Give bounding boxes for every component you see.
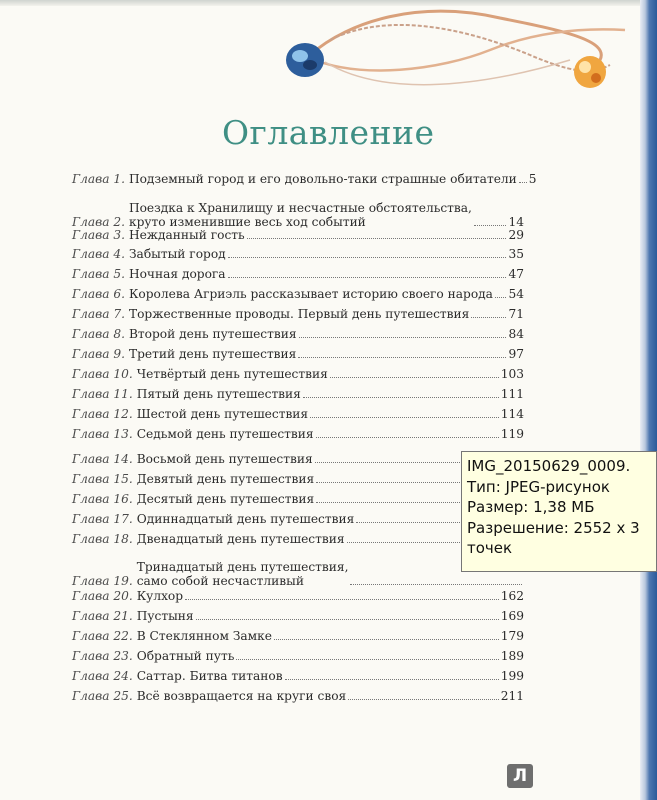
chapter-number: Глава 6.: [72, 287, 125, 301]
leader-dots: [303, 397, 499, 398]
page-number: 84: [508, 327, 524, 341]
leader-dots: [228, 277, 507, 278]
chapter-number: Глава 21.: [72, 609, 133, 623]
chapter-title-continued: круто изменившие весь ход событий: [128, 215, 366, 229]
chapter-title: Подземный город и его довольно-таки страшные обитатели: [128, 172, 517, 186]
leader-dots: [196, 619, 499, 620]
page-number: 5: [528, 172, 537, 186]
chapter-title-continued: само собой несчастливый: [136, 574, 304, 588]
page-number: 47: [508, 267, 524, 281]
chapter-title: Ночная дорога: [128, 267, 226, 281]
chapter-title: Двенадцатый день путешествия: [136, 532, 345, 546]
leader-dots: [236, 659, 498, 660]
chapter-title: Седьмой день путешествия: [136, 427, 314, 441]
chapter-number: Глава 7.: [72, 307, 125, 321]
toc-entry: [72, 172, 537, 190]
leader-dots: [247, 238, 507, 239]
chapter-number: Глава 19.: [72, 574, 133, 588]
leader-dots: [495, 297, 507, 298]
toc-entry: [72, 472, 524, 490]
tooltip-resolution-unit: точек: [467, 539, 513, 557]
chapter-number: Глава 14.: [72, 452, 133, 466]
chapter-number: Глава 9.: [72, 347, 125, 361]
chapter-title: Четвёртый день путешествия: [136, 367, 328, 381]
tooltip-size: Размер: 1,38 МБ: [467, 498, 595, 516]
chapter-number: Глава 12.: [72, 407, 133, 421]
chapter-title: Восьмой день путешествия: [136, 452, 313, 466]
page-number: 211: [500, 689, 524, 703]
page-number: 179: [500, 629, 524, 643]
page-number: 54: [508, 287, 524, 301]
chapter-number: Глава 5.: [72, 267, 125, 281]
leader-dots: [348, 699, 498, 700]
chapter-title: Торжественные проводы. Первый день путешествия: [128, 307, 470, 321]
chapter-number: Глава 2.: [72, 215, 125, 229]
toc-entry: [72, 452, 524, 470]
chapter-number: Глава 10.: [72, 367, 133, 381]
toc-entry: [72, 552, 524, 588]
chapter-title: Одиннадцатый день путешествия: [136, 512, 355, 526]
toc-entry: [72, 193, 524, 229]
toc-entry: [72, 407, 524, 425]
chapter-number: Глава 1.: [72, 172, 125, 186]
leader-dots: [299, 337, 507, 338]
leader-dots: [350, 584, 522, 585]
chapter-title: Всё возвращается на круги своя: [136, 689, 347, 703]
book-cover-edge: [640, 0, 657, 800]
leader-dots: [298, 357, 506, 358]
toc-entry: [72, 689, 524, 707]
pendant-necklace-illustration: [270, 0, 640, 115]
toc-entry: [72, 367, 524, 385]
leader-dots: [285, 679, 499, 680]
toc-entry: [72, 649, 524, 667]
page-number: 29: [508, 228, 524, 242]
chapter-title: Шестой день путешествия: [136, 407, 309, 421]
chapter-number: Глава 15.: [72, 472, 133, 486]
chapter-title: Королева Агриэль рассказывает историю своего народа: [128, 287, 493, 301]
chapter-number: Глава 3.: [72, 228, 125, 242]
page-number: 169: [500, 609, 524, 623]
chapter-number: Глава 13.: [72, 427, 133, 441]
leader-dots: [330, 377, 499, 378]
chapter-title: Девятый день путешествия: [136, 472, 315, 486]
chapter-number: Глава 4.: [72, 247, 125, 261]
page-number: 71: [508, 307, 524, 321]
page-number: 97: [508, 347, 524, 361]
tooltip-filename: IMG_20150629_0009.: [467, 457, 631, 475]
chapter-number: Глава 20.: [72, 589, 133, 603]
toc-entry: [72, 228, 524, 246]
toc-entry: [72, 532, 524, 550]
site-logo-badge[interactable]: Л: [507, 764, 533, 788]
chapter-number: Глава 23.: [72, 649, 133, 663]
chapter-number: Глава 17.: [72, 512, 133, 526]
toc-entry: [72, 427, 524, 445]
page-number: 189: [500, 649, 524, 663]
leader-dots: [185, 599, 499, 600]
toc-entry: [72, 307, 524, 325]
chapter-title: Пятый день путешествия: [136, 387, 301, 401]
chapter-number: Глава 25.: [72, 689, 133, 703]
toc-entry: [72, 492, 524, 510]
toc-entry: [72, 589, 524, 607]
toc-entry: [72, 629, 524, 647]
tooltip-type: Тип: JPEG-рисунок: [467, 477, 610, 496]
chapter-title: Второй день путешествия: [128, 327, 297, 341]
leader-dots: [471, 317, 506, 318]
chapter-title: Забытый город: [128, 247, 226, 261]
toc-entry: [72, 512, 524, 530]
toc-entry: [72, 267, 524, 285]
chapter-title: Саттар. Битва титанов: [136, 669, 283, 683]
chapter-title: Пустыня: [136, 609, 194, 623]
page-number: 103: [500, 367, 524, 381]
page-number: 35: [508, 247, 524, 261]
chapter-number: Глава 16.: [72, 492, 133, 506]
chapter-title: Обратный путь: [136, 649, 235, 663]
chapter-title: Третий день путешествия: [128, 347, 297, 361]
toc-entry: [72, 247, 524, 265]
leader-dots: [316, 437, 499, 438]
leader-dots: [274, 639, 499, 640]
chapter-number: Глава 8.: [72, 327, 125, 341]
chapter-title: Кулхор: [136, 589, 184, 603]
chapter-title: Тринадцатый день путешествия,: [136, 560, 349, 574]
chapter-title: Десятый день путешествия: [136, 492, 315, 506]
toc-entry: [72, 669, 524, 687]
chapter-title: Нежданный гость: [128, 228, 245, 242]
toc-entry: [72, 287, 524, 305]
page-number: 111: [500, 387, 524, 401]
chapter-title: Поездка к Хранилищу и несчастные обстоятельства,: [128, 201, 472, 215]
chapter-number: Глава 11.: [72, 387, 133, 401]
leader-dots: [310, 417, 499, 418]
chapter-number: Глава 22.: [72, 629, 133, 643]
tooltip-resolution: Разрешение: 2552 x 3: [467, 518, 640, 537]
chapter-title: В Стеклянном Замке: [136, 629, 272, 643]
leader-dots: [519, 182, 527, 183]
contents-title: Оглавление: [222, 113, 435, 152]
chapter-number: Глава 18.: [72, 532, 133, 546]
file-info-tooltip: [461, 451, 657, 572]
page-number: 14: [508, 215, 524, 229]
chapter-number: Глава 24.: [72, 669, 133, 683]
page-number: 162: [500, 589, 524, 603]
page-number: 119: [500, 427, 524, 441]
leader-dots: [474, 225, 507, 226]
toc-entry: [72, 609, 524, 627]
toc-entry: [72, 347, 524, 365]
toc-entry: [72, 327, 524, 345]
toc-entry: [72, 387, 524, 405]
page-number: 114: [500, 407, 524, 421]
leader-dots: [228, 257, 507, 258]
page-number: 199: [500, 669, 524, 683]
